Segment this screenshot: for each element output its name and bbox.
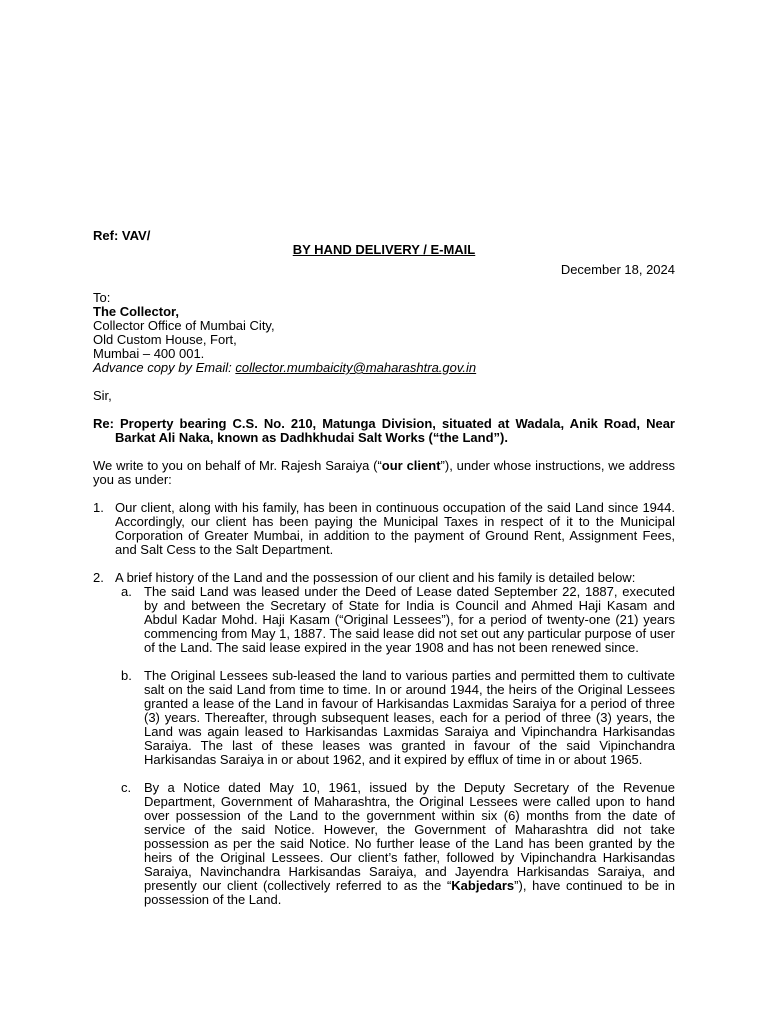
advance-copy-line: [93, 361, 675, 375]
sub-item-text: [144, 781, 675, 907]
salutation: Sir,: [93, 388, 112, 403]
addressee-name: The Collector,: [93, 304, 179, 319]
delivery-mode: BY HAND DELIVERY / E-MAIL: [292, 242, 476, 257]
address-block: [93, 291, 675, 375]
address-line: Mumbai – 400 001.: [93, 346, 205, 361]
defined-term-kabjedars: Kabjedars: [451, 878, 515, 893]
numbered-list: [93, 501, 675, 907]
letter-date: December 18, 2024: [560, 262, 675, 277]
sub-item-text: The Original Lessees sub-leased the land to various parties and permitted them to cultivate salt on the said Land from time to time. In or around 1944, the heirs of the Original Lessees granted a lease of the Land in favour of Harkisandas Laxmidas Saraiya for a period of three (3) years. Thereafter, through subsequent leases, each for a period of three (3) years, the Land was again leased to Harkisandas Laxmidas Saraiya and Vipinchandra Harkisandas Saraiya. The last of these leases was granted in favour of the said Vipinchandra Harkisandas Saraiya in or about 1962, and it expired by efflux of time in or about 1965.: [144, 668, 675, 767]
intro-defined-term: our client: [381, 458, 441, 473]
intro-text: ”), under whose instructions, we address you as under:: [93, 458, 676, 487]
subject: [93, 417, 675, 445]
to-label: To:: [93, 290, 111, 305]
item-number: 2.: [93, 570, 104, 585]
reference-number: Ref: VAV/: [93, 228, 151, 243]
spacer: [93, 487, 675, 501]
address-line: Collector Office of Mumbai City,: [93, 318, 275, 333]
letter-page: [93, 229, 675, 907]
intro-paragraph: [93, 459, 675, 487]
advance-copy-label: Advance copy by Email:: [93, 360, 236, 375]
spacer: [93, 403, 675, 417]
sub-item-text: The said Land was leased under the Deed of Lease dated September 22, 1887, executed by and between the Secretary of State for India is Council and Ahmed Haji Kasam and Abdul Kadar Mohd. Haji Kasam (“Original Lessees”), for a period of twenty-one (21) years commencing from May 1, 1887. The said lease did not set out any particular purpose of user of the Land. The said lease expired in the year 1908 and has not been renewed since.: [144, 584, 675, 655]
sub-item-text-part: ”), have continued to be in possession of the Land.: [144, 878, 675, 907]
item-text: Our client, along with his family, has been in continuous occupation of the said Land since 1944. Accordingly, our client has been paying the Municipal Taxes in respect of it to the Municipal Corporation of Greater Mumbai, in addition to the payment of Ground Rent, Assignment Fees, and Salt Cess to the Salt Department.: [115, 500, 675, 557]
spacer: [93, 375, 675, 389]
spacer: [93, 445, 675, 459]
item-number: 1.: [93, 500, 104, 515]
address-line: Old Custom House, Fort,: [93, 332, 237, 347]
spacer: [93, 277, 675, 291]
subject-line-1: Re: Property bearing C.S. No. 210, Matunga Division, situated at Wadala, Anik Road, Near: [93, 416, 675, 431]
sub-list-item: [115, 781, 675, 907]
item-text: A brief history of the Land and the possession of our client and his family is detailed below:: [115, 570, 636, 585]
sub-list: [115, 585, 675, 907]
email-link[interactable]: collector.mumbaicity@maharashtra.gov.in: [235, 360, 477, 375]
sub-item-letter: c.: [121, 780, 132, 795]
sub-item-letter: b.: [121, 668, 132, 683]
list-item: [93, 501, 675, 557]
sub-list-item: [115, 669, 675, 767]
sub-list-item: [115, 585, 675, 655]
list-item: [93, 571, 675, 907]
sub-item-text-part: By a Notice dated May 10, 1961, issued by the Deputy Secretary of the Revenue Department, Government of Maharashtra, the Original Lessees were called upon to hand over possession of the Land to the government within six (6) months from the date of service of the said Notice. However, the Government of Maharashtra did not take possession as per the said Notice. No further lease of the Land has been granted by the heirs of the Original Lessees. Our client’s father, followed by Vipinchandra Harkisandas Saraiya, Navinchandra Harkisandas Saraiya, and Jayendra Harkisandas Saraiya, and presently our client (collectively referred to as the “: [144, 780, 675, 893]
intro-text: We write to you on behalf of Mr. Rajesh Saraiya (“: [93, 458, 382, 473]
sub-item-letter: a.: [121, 584, 132, 599]
subject-line-2: Barkat Ali Naka, known as Dadhkhudai Salt Works (“the Land”).: [115, 430, 508, 445]
